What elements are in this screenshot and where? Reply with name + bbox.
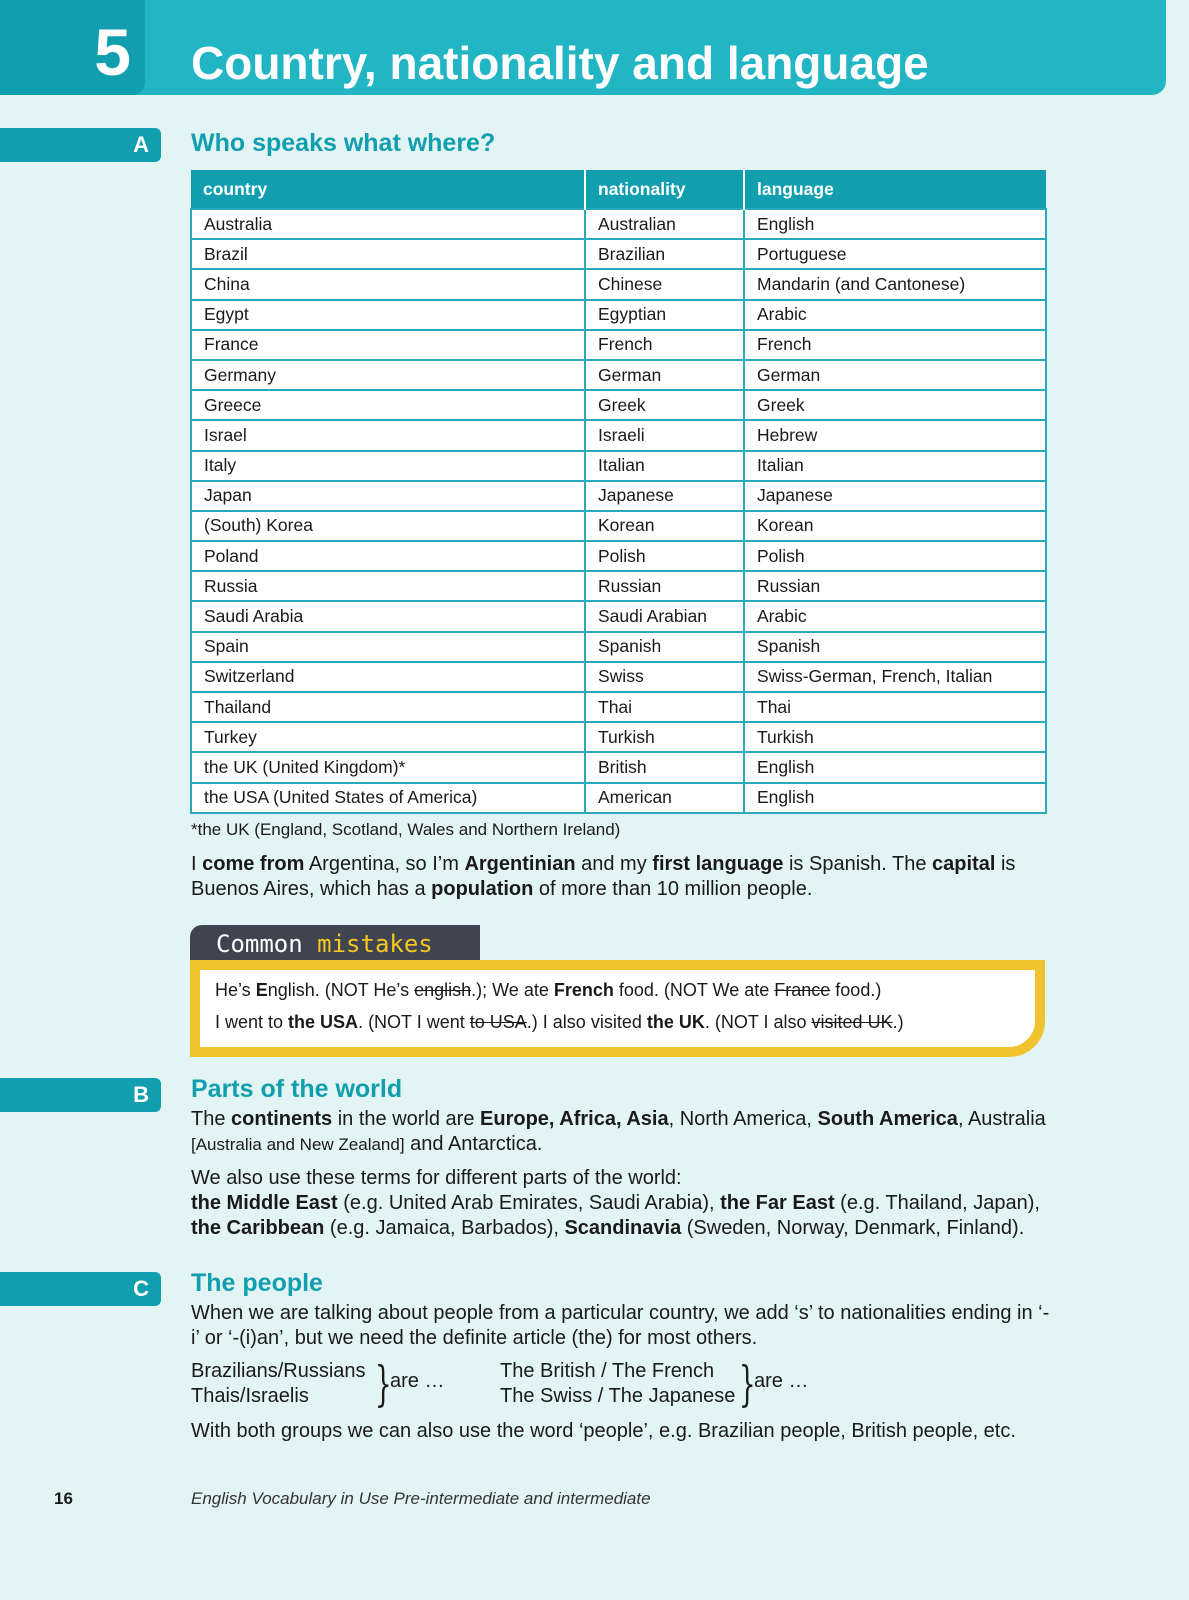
cell-nationality: Spanish <box>585 632 744 662</box>
regions-paragraph: We also use these terms for different parts of the world: the Middle East (e.g. United Arab Emirates, Saudi Arabia), the Far East (e.g. Thailand, Japan), the Caribbean (e.g. Jamaica, Barbados), Scandinavia (Sweden, Norway, Denmark, Finland). <box>191 1167 1040 1239</box>
table-row <box>191 451 1046 481</box>
table-row <box>191 239 1046 269</box>
example-paragraph: I come from Argentina, so I’m Argentinian and my first language is Spanish. The capital is Buenos Aires, which has a population of more than 10 million people. <box>191 853 1016 900</box>
cell-country: Switzerland <box>191 662 585 692</box>
table-row <box>191 662 1046 692</box>
common-mistakes-box <box>190 960 1045 1057</box>
mistake-line-1: He’s English. (NOT He’s english.); We ate French food. (NOT We ate France food.) <box>215 980 882 1000</box>
cell-nationality: British <box>585 752 744 782</box>
table-row <box>191 541 1046 571</box>
cell-nationality: Saudi Arabian <box>585 601 744 631</box>
page-number: 16 <box>54 1489 73 1508</box>
table-row <box>191 209 1046 239</box>
cell-country: Japan <box>191 481 585 511</box>
group-1-brace: } <box>374 1356 392 1412</box>
cell-nationality: German <box>585 360 744 390</box>
section-a-tab: A <box>0 128 161 162</box>
cell-country: Russia <box>191 571 585 601</box>
table-row <box>191 390 1046 420</box>
group-2-tail: are … <box>754 1370 809 1392</box>
cell-country: Greece <box>191 390 585 420</box>
cell-nationality: Polish <box>585 541 744 571</box>
cell-nationality: Japanese <box>585 481 744 511</box>
unit-number: 5 <box>0 0 145 95</box>
mistake-line-2: I went to the USA. (NOT I went to USA.) I also visited the UK. (NOT I also visited UK.) <box>215 1012 904 1032</box>
cell-country: Thailand <box>191 692 585 722</box>
cell-language: Turkish <box>744 722 1046 752</box>
cell-nationality: Korean <box>585 511 744 541</box>
cell-country: Brazil <box>191 239 585 269</box>
table-header-row <box>191 170 1046 209</box>
cell-language: Russian <box>744 571 1046 601</box>
cell-nationality: Greek <box>585 390 744 420</box>
group-2-brace: } <box>738 1356 756 1412</box>
cell-nationality: Italian <box>585 451 744 481</box>
cell-country: the UK (United Kingdom)* <box>191 752 585 782</box>
table-row <box>191 481 1046 511</box>
unit-title: Country, nationality and language <box>191 37 929 89</box>
cell-nationality: Turkish <box>585 722 744 752</box>
cell-country: Saudi Arabia <box>191 601 585 631</box>
section-c-heading: The people <box>191 1269 323 1297</box>
cell-nationality: Brazilian <box>585 239 744 269</box>
table-row <box>191 300 1046 330</box>
cell-language: Polish <box>744 541 1046 571</box>
cell-language: Mandarin (and Cantonese) <box>744 269 1046 299</box>
continents-paragraph: The continents in the world are Europe, Africa, Asia, North America, South America, Australia [Australia and New Zealand] and Antarctica. <box>191 1108 1046 1155</box>
cell-language: Swiss-German, French, Italian <box>744 662 1046 692</box>
cell-country: Australia <box>191 209 585 239</box>
table-row <box>191 330 1046 360</box>
cell-nationality: French <box>585 330 744 360</box>
cell-country: Turkey <box>191 722 585 752</box>
section-a-heading: Who speaks what where? <box>191 129 496 157</box>
section-b-tab: B <box>0 1078 161 1112</box>
cell-language: Spanish <box>744 632 1046 662</box>
people-paragraph: When we are talking about people from a particular country, we add ‘s’ to nationalities ending in ‘-i’ or ‘-(i)an’, but we need the definite article (the) for most others. <box>191 1302 1050 1349</box>
group-1-list: Brazilians/Russians Thais/Israelis <box>191 1360 366 1407</box>
table-body <box>191 209 1046 813</box>
section-b-heading: Parts of the world <box>191 1075 403 1103</box>
cell-nationality: Chinese <box>585 269 744 299</box>
cell-nationality: American <box>585 783 744 813</box>
section-c-tab: C <box>0 1272 161 1306</box>
table-row <box>191 752 1046 782</box>
country-nationality-table <box>190 170 1047 814</box>
table-row <box>191 360 1046 390</box>
common-mistakes-label: Common mistakes <box>190 925 480 963</box>
table-row <box>191 692 1046 722</box>
cell-country: Israel <box>191 420 585 450</box>
group-1-tail: are … <box>390 1370 445 1392</box>
cell-language: Hebrew <box>744 420 1046 450</box>
table-row <box>191 571 1046 601</box>
cell-language: English <box>744 783 1046 813</box>
book-title: English Vocabulary in Use Pre-intermediate and intermediate <box>191 1489 651 1508</box>
cell-nationality: Israeli <box>585 420 744 450</box>
cell-country: Italy <box>191 451 585 481</box>
cell-nationality: Egyptian <box>585 300 744 330</box>
cell-country: Poland <box>191 541 585 571</box>
table-row <box>191 601 1046 631</box>
cell-country: China <box>191 269 585 299</box>
table-row <box>191 511 1046 541</box>
cell-language: Thai <box>744 692 1046 722</box>
table-row <box>191 269 1046 299</box>
cell-language: German <box>744 360 1046 390</box>
table-row <box>191 783 1046 813</box>
cell-country: (South) Korea <box>191 511 585 541</box>
column-header-nationality: nationality <box>585 170 744 209</box>
column-header-country: country <box>191 170 585 209</box>
group-2-list: The British / The French The Swiss / The Japanese <box>500 1360 736 1407</box>
cell-language: Arabic <box>744 300 1046 330</box>
cell-language: English <box>744 209 1046 239</box>
cell-language: Japanese <box>744 481 1046 511</box>
cell-nationality: Russian <box>585 571 744 601</box>
cell-language: Italian <box>744 451 1046 481</box>
cell-nationality: Swiss <box>585 662 744 692</box>
column-header-language: language <box>744 170 1046 209</box>
cell-language: French <box>744 330 1046 360</box>
cell-language: Greek <box>744 390 1046 420</box>
cell-nationality: Thai <box>585 692 744 722</box>
table-row <box>191 420 1046 450</box>
people-note: With both groups we can also use the word ‘people’, e.g. Brazilian people, British people, etc. <box>191 1420 1016 1442</box>
cell-country: Spain <box>191 632 585 662</box>
cell-language: Arabic <box>744 601 1046 631</box>
cell-language: Korean <box>744 511 1046 541</box>
cell-country: Egypt <box>191 300 585 330</box>
cell-language: English <box>744 752 1046 782</box>
cell-country: Germany <box>191 360 585 390</box>
table-footnote: *the UK (England, Scotland, Wales and Northern Ireland) <box>191 820 621 839</box>
cell-language: Portuguese <box>744 239 1046 269</box>
table-row <box>191 722 1046 752</box>
cell-nationality: Australian <box>585 209 744 239</box>
table-row <box>191 632 1046 662</box>
cell-country: France <box>191 330 585 360</box>
cell-country: the USA (United States of America) <box>191 783 585 813</box>
